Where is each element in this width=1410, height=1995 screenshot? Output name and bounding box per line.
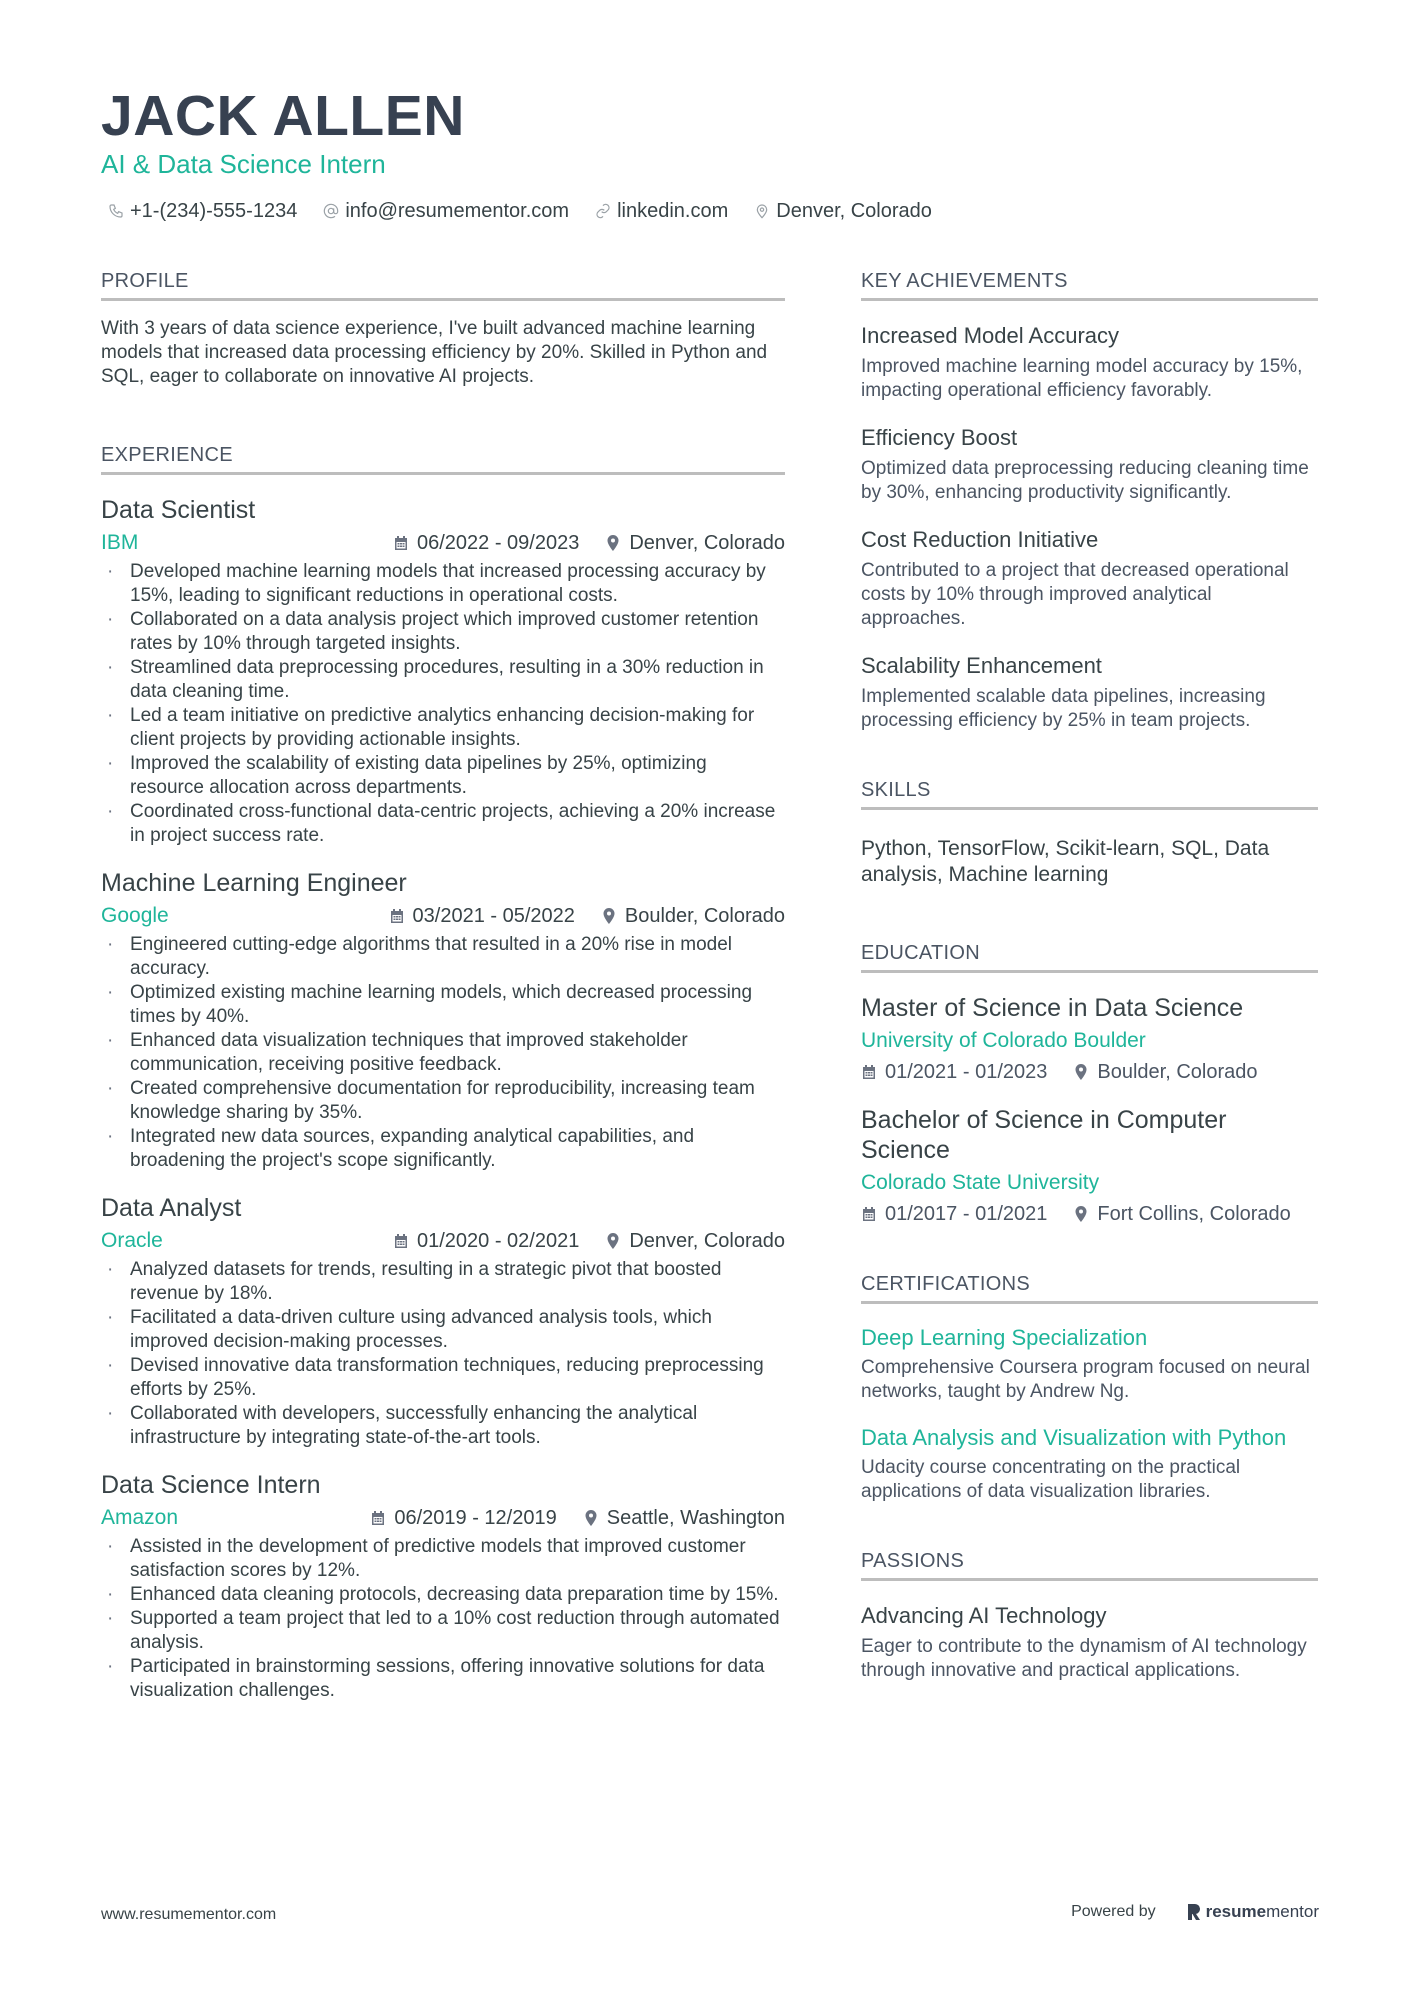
- passion-description: Eager to contribute to the dynamism of AI technology through innovative and practical applications.: [861, 1636, 1307, 1681]
- school-name: University of Colorado Boulder: [861, 1029, 1146, 1052]
- company-name: Oracle: [101, 1229, 163, 1252]
- achievement-description: Contributed to a project that decreased operational costs by 10% through improved analytical approaches.: [861, 560, 1289, 629]
- job-dates-text: 03/2021 - 05/2022: [412, 905, 575, 927]
- contact-location: [754, 198, 932, 224]
- achievement-title: Efficiency Boost: [861, 425, 1018, 450]
- phone-text: +1-(234)-555-1234: [130, 200, 298, 222]
- passion-item: [861, 1601, 1318, 1683]
- job-bullet: · Optimized existing machine learning models, which decreased processing times by 40%.: [101, 981, 785, 1029]
- section-title-experience: EXPERIENCE: [101, 442, 785, 475]
- achievements-section: [861, 268, 1318, 733]
- job-bullets: [101, 1535, 785, 1703]
- job-bullet: · Analyzed datasets for trends, resulting in a strategic pivot that boosted revenue by 18%.: [101, 1258, 785, 1306]
- section-title-profile: PROFILE: [101, 268, 785, 301]
- skills-section: [861, 777, 1318, 888]
- job-dates-text: 06/2019 - 12/2019: [394, 1507, 557, 1529]
- achievement-title: Cost Reduction Initiative: [861, 527, 1099, 552]
- job-bullet: · Enhanced data cleaning protocols, decreasing data preparation time by 15%.: [101, 1583, 785, 1607]
- contact-linkedin[interactable]: [595, 198, 728, 224]
- job-title: Machine Learning Engineer: [101, 869, 407, 897]
- email-text[interactable]: info@resumementor.com: [345, 200, 570, 222]
- calendar-icon: [393, 535, 409, 551]
- job-list: [101, 494, 785, 1703]
- passion-title: Advancing AI Technology: [861, 1603, 1107, 1628]
- education-details: [861, 1201, 1318, 1227]
- resumementor-logo-icon: [1186, 1902, 1202, 1922]
- job-dates: [393, 530, 579, 556]
- at-icon: [323, 203, 339, 219]
- achievement-title: Increased Model Accuracy: [861, 323, 1120, 348]
- location-text: Denver, Colorado: [776, 200, 932, 222]
- job-location: [601, 903, 785, 929]
- section-title-skills: SKILLS: [861, 777, 1318, 810]
- location-pin-icon: [601, 908, 617, 924]
- company-name: Google: [101, 904, 169, 927]
- job-bullet: · Led a team initiative on predictive analytics enhancing decision-making for client projects by providing actionable insights.: [101, 704, 785, 752]
- calendar-icon: [861, 1064, 877, 1080]
- job-meta: [101, 903, 785, 929]
- left-column: [101, 268, 785, 1703]
- skills-text: Python, TensorFlow, Scikit-learn, SQL, Data analysis, Machine learning: [861, 837, 1270, 886]
- certification-title: Deep Learning Specialization: [861, 1325, 1148, 1350]
- candidate-name: JACK ALLEN: [101, 84, 465, 148]
- profile-text: With 3 years of data science experience, I've built advanced machine learning models that increased data processing efficiency by 20%. Skilled in Python and SQL, eager to collaborate on innovative AI projects.: [101, 318, 768, 387]
- education-dates: [861, 1201, 1047, 1227]
- certification-list: [861, 1324, 1318, 1504]
- candidate-role: AI & Data Science Intern: [101, 149, 386, 179]
- location-pin-icon: [605, 1233, 621, 1249]
- education-dates-text: 01/2017 - 01/2021: [885, 1203, 1048, 1225]
- calendar-icon: [370, 1510, 386, 1526]
- certification-description: Comprehensive Coursera program focused on neural networks, taught by Andrew Ng.: [861, 1357, 1310, 1402]
- job-details: [393, 1228, 785, 1254]
- job-location-text: Denver, Colorado: [629, 1230, 785, 1252]
- certification-description: Udacity course concentrating on the practical applications of data visualization libraries.: [861, 1457, 1241, 1502]
- achievement-title: Scalability Enhancement: [861, 653, 1102, 678]
- job-bullet: · Created comprehensive documentation for reproducibility, increasing team knowledge sharing by 35%.: [101, 1077, 785, 1125]
- job-location-text: Boulder, Colorado: [624, 905, 785, 927]
- education-details: [861, 1059, 1318, 1085]
- location-pin-icon: [754, 203, 770, 219]
- section-title-certifications: CERTIFICATIONS: [861, 1271, 1318, 1304]
- job-location: [605, 1228, 785, 1254]
- job-bullet: · Supported a team project that led to a 10% cost reduction through automated analysis.: [101, 1607, 785, 1655]
- section-title-passions: PASSIONS: [861, 1548, 1318, 1581]
- footer-website[interactable]: www.resumementor.com: [101, 1906, 277, 1923]
- experience-section: [101, 442, 785, 1703]
- passion-list: [861, 1601, 1318, 1683]
- job-bullet: · Engineered cutting-edge algorithms that resulted in a 20% rise in model accuracy.: [101, 933, 785, 981]
- education-location: [1073, 1059, 1257, 1085]
- footer-powered-by: [1071, 1902, 1319, 1922]
- achievement-item: [861, 651, 1318, 733]
- powered-by-text: Powered by: [1071, 1903, 1156, 1920]
- passions-section: [861, 1548, 1318, 1683]
- job-entry: [101, 1192, 785, 1450]
- job-bullet: · Collaborated on a data analysis project which improved customer retention rates by 10% through targeted insights.: [101, 608, 785, 656]
- job-location-text: Denver, Colorado: [629, 532, 785, 554]
- calendar-icon: [389, 908, 405, 924]
- link-icon: [595, 203, 611, 219]
- calendar-icon: [861, 1206, 877, 1222]
- company-name: IBM: [101, 531, 139, 554]
- location-pin-icon: [1073, 1064, 1089, 1080]
- contact-bar: [108, 198, 958, 224]
- job-dates: [370, 1505, 556, 1531]
- linkedin-text[interactable]: linkedin.com: [617, 200, 729, 222]
- achievement-description: Implemented scalable data pipelines, increasing processing efficiency by 25% in team projects.: [861, 686, 1266, 731]
- job-location: [583, 1505, 785, 1531]
- certifications-section: [861, 1271, 1318, 1504]
- achievement-item: [861, 423, 1318, 505]
- education-dates-text: 01/2021 - 01/2023: [885, 1061, 1048, 1083]
- education-dates: [861, 1059, 1047, 1085]
- job-entry: [101, 494, 785, 848]
- job-bullet: · Assisted in the development of predictive models that improved customer satisfaction scores by 12%.: [101, 1535, 785, 1583]
- education-section: [861, 940, 1318, 1227]
- job-bullet: · Devised innovative data transformation techniques, reducing preprocessing efforts by 25%.: [101, 1354, 785, 1402]
- certification-title: Data Analysis and Visualization with Python: [861, 1425, 1287, 1450]
- job-meta: [101, 530, 785, 556]
- job-title: Data Analyst: [101, 1194, 242, 1222]
- job-bullet: · Improved the scalability of existing data pipelines by 25%, optimizing resource allocation across departments.: [101, 752, 785, 800]
- achievement-item: [861, 525, 1318, 631]
- degree-title: Master of Science in Data Science: [861, 994, 1244, 1022]
- job-bullets: [101, 560, 785, 848]
- contact-email[interactable]: [323, 198, 569, 224]
- education-location: [1073, 1201, 1290, 1227]
- job-details: [393, 530, 785, 556]
- certification-item: [861, 1324, 1318, 1404]
- job-title: Data Scientist: [101, 496, 256, 524]
- job-bullet: · Participated in brainstorming sessions, offering innovative solutions for data visualization challenges.: [101, 1655, 785, 1703]
- contact-phone: [108, 198, 297, 224]
- profile-section: [101, 268, 785, 389]
- job-dates: [393, 1228, 579, 1254]
- job-details: [389, 903, 785, 929]
- location-pin-icon: [583, 1510, 599, 1526]
- certification-item: [861, 1424, 1318, 1504]
- brand-logo[interactable]: [1186, 1902, 1319, 1922]
- job-meta: [101, 1228, 785, 1254]
- location-pin-icon: [1073, 1206, 1089, 1222]
- education-list: [861, 993, 1318, 1227]
- education-item: [861, 993, 1318, 1085]
- location-pin-icon: [605, 535, 621, 551]
- achievement-item: [861, 321, 1318, 403]
- section-title-achievements: KEY ACHIEVEMENTS: [861, 268, 1318, 301]
- school-name: Colorado State University: [861, 1171, 1100, 1194]
- degree-title: Bachelor of Science in Computer Science: [861, 1106, 1227, 1164]
- company-name: Amazon: [101, 1506, 179, 1529]
- job-bullets: [101, 933, 785, 1173]
- job-bullet: · Streamlined data preprocessing procedures, resulting in a 30% reduction in data cleaning time.: [101, 656, 785, 704]
- achievement-description: Improved machine learning model accuracy by 15%, impacting operational efficiency favorably.: [861, 356, 1303, 401]
- job-dates: [389, 903, 575, 929]
- job-dates-text: 06/2022 - 09/2023: [416, 532, 580, 554]
- education-location-text: Fort Collins, Colorado: [1097, 1203, 1291, 1225]
- phone-icon: [108, 203, 124, 219]
- job-bullet: · Developed machine learning models that increased processing accuracy by 15%, leading to significant reductions in operational costs.: [101, 560, 785, 608]
- achievement-list: [861, 321, 1318, 733]
- calendar-icon: [393, 1233, 409, 1249]
- job-entry: [101, 1469, 785, 1703]
- job-bullet: · Integrated new data sources, expanding analytical capabilities, and broadening the project's scope significantly.: [101, 1125, 785, 1173]
- job-title: Data Science Intern: [101, 1471, 321, 1499]
- job-dates-text: 01/2020 - 02/2021: [416, 1230, 580, 1252]
- job-bullet: · Coordinated cross-functional data-centric projects, achieving a 20% increase in project success rate.: [101, 800, 785, 848]
- job-bullet: · Facilitated a data-driven culture using advanced analysis tools, which improved decision-making processes.: [101, 1306, 785, 1354]
- right-column: [861, 268, 1318, 1683]
- job-entry: [101, 867, 785, 1173]
- job-meta: [101, 1505, 785, 1531]
- education-location-text: Boulder, Colorado: [1097, 1061, 1258, 1083]
- job-bullet: · Collaborated with developers, successfully enhancing the analytical infrastructure by integrating state-of-the-art tools.: [101, 1402, 785, 1450]
- brand-name-bold: resume: [1205, 1902, 1267, 1921]
- job-bullets: [101, 1258, 785, 1450]
- job-bullet: · Enhanced data visualization techniques that improved stakeholder communication, receiving positive feedback.: [101, 1029, 785, 1077]
- achievement-description: Optimized data preprocessing reducing cleaning time by 30%, enhancing productivity significantly.: [861, 458, 1309, 503]
- job-location-text: Seattle, Washington: [606, 1507, 785, 1529]
- education-item: [861, 1105, 1318, 1227]
- job-details: [370, 1505, 785, 1531]
- section-title-education: EDUCATION: [861, 940, 1318, 973]
- job-location: [605, 530, 785, 556]
- brand-name-light: mentor: [1266, 1902, 1319, 1921]
